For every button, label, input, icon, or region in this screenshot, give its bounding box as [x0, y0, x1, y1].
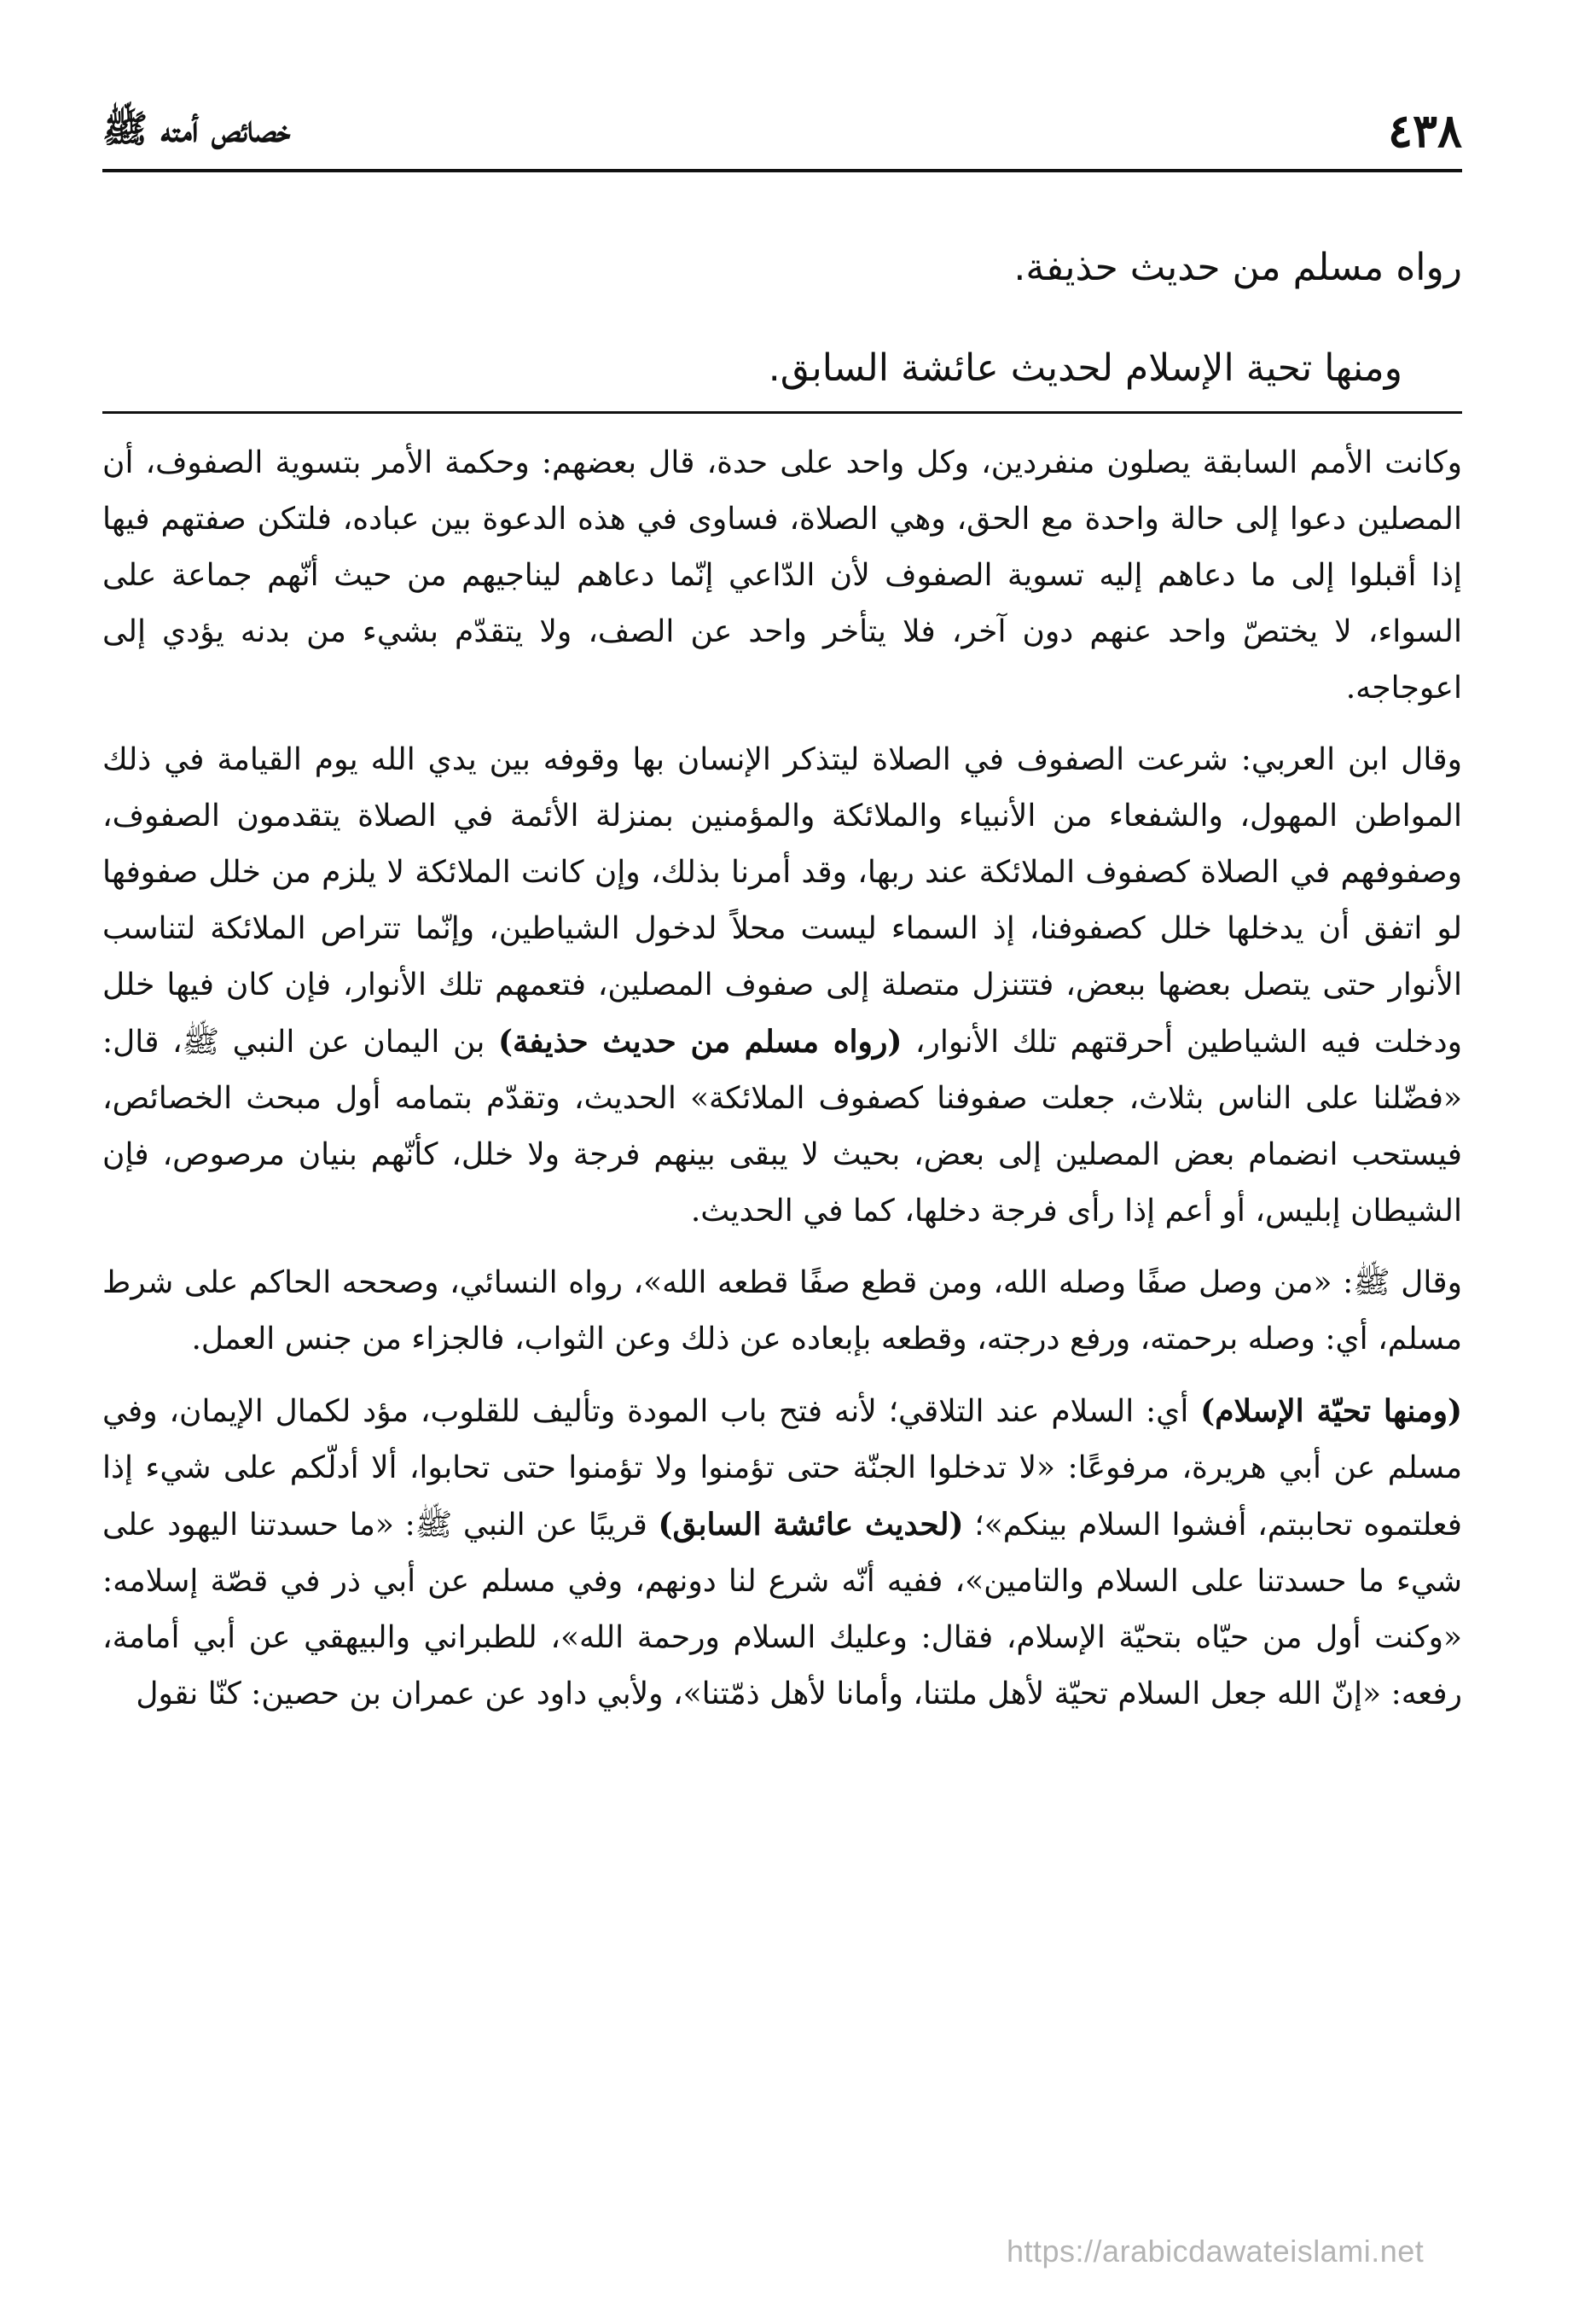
bold-citation: (رواه مسلم من حديث حذيفة) [497, 1024, 903, 1060]
bold-matn-quote: (لحديث عائشة السابق) [658, 1507, 964, 1543]
page-number: ٤٣٨ [1387, 103, 1462, 158]
matn-line-1: رواه مسلم من حديث حذيفة. [1013, 246, 1462, 289]
commentary-paragraph-2 [102, 732, 1462, 1240]
commentary-text-run: بن اليمان عن النبي ﷺ، قال: «فضّلنا على الناس بثلاث، جعلت صفوفنا كصفوف الملائكة» الحديث، وتقدّم بتمامه أول مبحث الخصائص، فيستحب انضمام بعض المصلين إلى بعض، بحيث لا يبقى بينهم فرجة ولا خلل، كأنّهم بنيان مرصوص، فإن الشيطان إبليس، أو أعم إذا رأى فرجة دخلها، كما في الحديث. [102, 1025, 1462, 1229]
running-title: خصائص أمته ﷺ [102, 107, 291, 151]
bold-matn-quote: (ومنها تحيّة الإسلام) [1200, 1393, 1462, 1429]
matn-text [102, 218, 1462, 419]
commentary-text [102, 435, 1462, 1738]
matn-line-2: ومنها تحية الإسلام لحديث عائشة السابق. [768, 346, 1402, 390]
commentary-paragraph-1: وكانت الأمم السابقة يصلون منفردين، وكل واحد على حدة، قال بعضهم: وحكمة الأمر بتسوية الصفوف، أن المصلين دعوا إلى حالة واحدة مع الحق، وهي الصلاة، فساوى في هذه الدعوة بين عباده، فلتكن صفتهم فيها إذا أقبلوا إلى ما دعاهم إليه تسوية الصفوف لأن الدّاعي إنّما دعاهم ليناجيهم من حيث أنّهم جماعة على السواء، لا يختصّ واحد عنهم دون آخر، فلا يتأخر واحد عن الصف، ولا يتقدّم بشيء من بدنه يؤدي إلى اعوجاجه. [102, 445, 1462, 706]
commentary-paragraph-4 [102, 1383, 1462, 1723]
section-divider [102, 411, 1462, 414]
source-watermark: https://arabicdawateislami.net [1007, 2234, 1425, 2269]
commentary-paragraph-3: وقال ﷺ: «من وصل صفًا وصله الله، ومن قطع صفًا قطعه الله»، رواه النسائي، وصححه الحاكم على شرط مسلم، أي: وصله برحمته، ورفع درجته، وقطعه بإبعاده عن ذلك وعن الثواب، فالجزاء من جنس العمل. [102, 1265, 1462, 1357]
page-header [102, 101, 1462, 172]
commentary-text-run: قريبًا عن النبي ﷺ: «ما حسدتنا اليهود على شيء ما حسدتنا على السلام والتامين»، ففيه أنّه شرع لنا دونهم، وفي مسلم عن أبي ذر في قصّة إسلامه: «وكنت أول من حيّاه بتحيّة الإسلام، فقال: وعليك السلام ورحمة الله»، للطبراني والبيهقي عن أبي أمامة، رفعه: «إنّ الله جعل السلام تحيّة لأهل ملتنا، وأمانا لأهل ذمّتنا»، ولأبي داود عن عمران بن حصين: كنّا نقول [102, 1508, 1462, 1711]
commentary-text-run: أي: السلام عند التلاقي؛ لأنه فتح باب المودة وتأليف للقلوب، مؤد لكمال الإيمان، وفي مسلم عن أبي هريرة، مرفوعًا: «لا تدخلوا الجنّة حتى تؤمنوا ولا تؤمنوا حتى تحابوا، ألا أدلّكم على شيء إذا فعلتموه تحاببتم، أفشوا السلام بينكم»؛ [102, 1394, 1463, 1543]
commentary-text-run: وقال ابن العربي: شرعت الصفوف في الصلاة ليتذكر الإنسان بها وقوفه بين يدي الله يوم القيامة في ذلك المواطن المهول، والشفعاء من الأنبياء والملائكة والمؤمنين بمنزلة الأئمة في الصلاة يتقدمون الصفوف، وصفوفهم في الصلاة كصفوف الملائكة عند ربها، وقد أمرنا بذلك، وإن كانت الملائكة لا يلزم من خلل صفوفها لو اتفق أن يدخلها خلل كصفوفنا، إذ السماء ليست محلاً لدخول الشياطين، وإنّما تتراص الملائكة لتناسب الأنوار حتى يتصل بعضها ببعض، فتتنزل متصلة إلى صفوف المصلين، فتعمهم تلك الأنوار، فإن كان فيها خلل ودخلت فيه الشياطين أحرقتهم تلك الأنوار، [102, 742, 1462, 1060]
